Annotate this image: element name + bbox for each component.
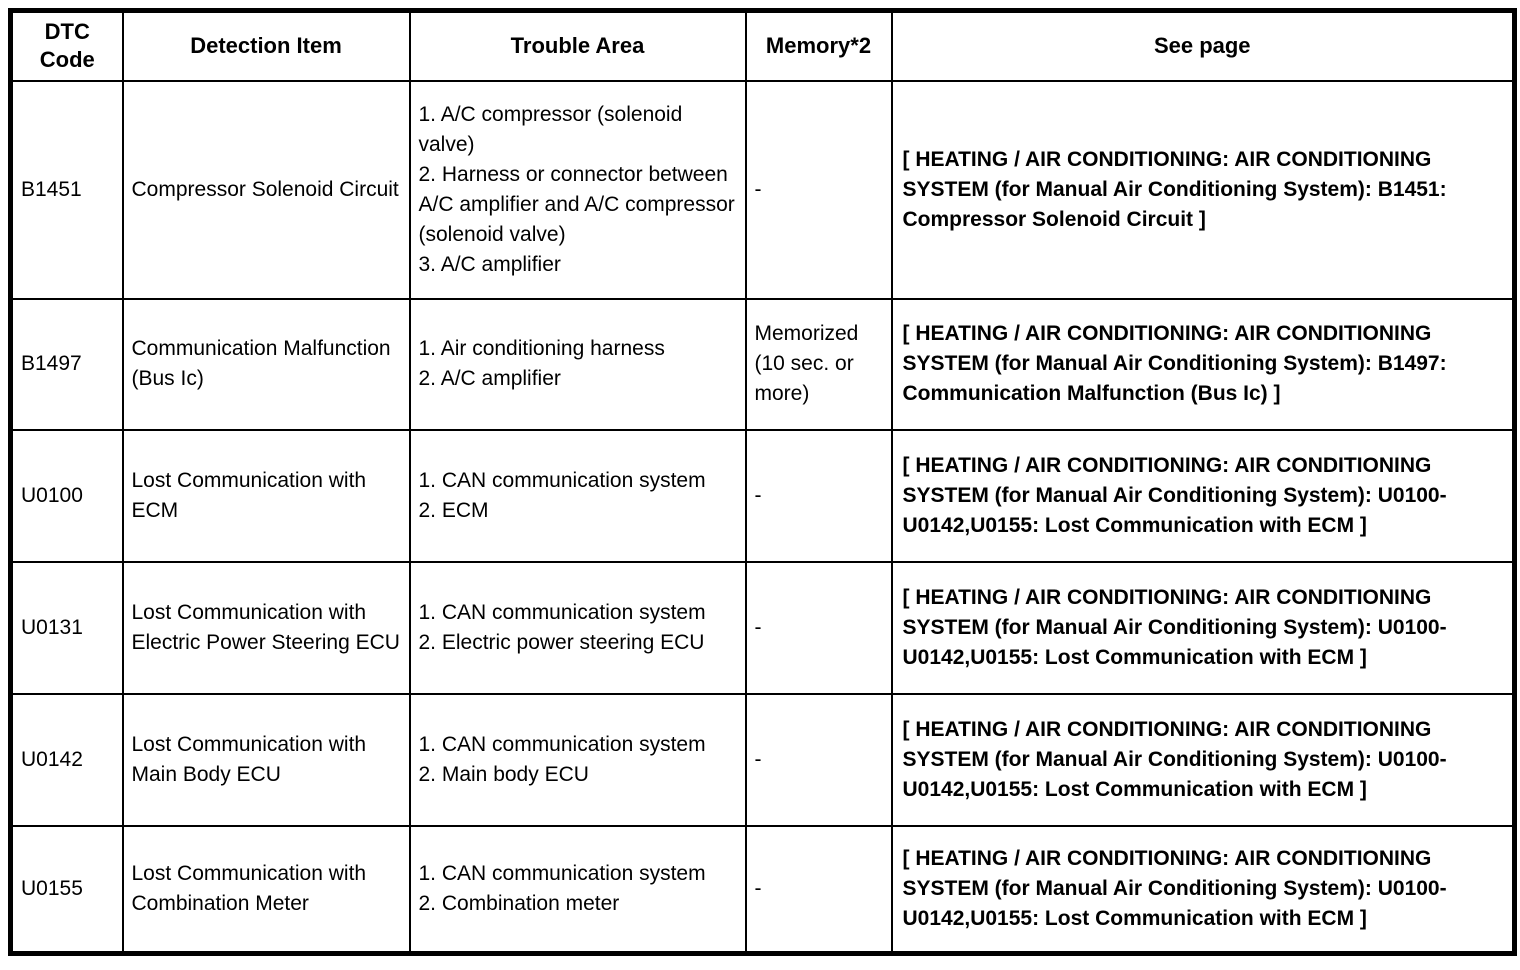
memory-cell: Memorized (10 sec. or more)	[746, 299, 892, 430]
table-row	[11, 562, 1515, 694]
trouble-area-item: 2. Main body ECU	[418, 762, 589, 786]
trouble-area-item: 1. CAN communication system	[418, 861, 706, 885]
trouble-area-item: 1. CAN communication system	[418, 468, 706, 492]
table-row	[11, 81, 1515, 299]
memory-cell: -	[746, 430, 892, 562]
header-dtc-code-label: DTC Code	[39, 19, 95, 73]
table-row	[11, 430, 1515, 562]
trouble-area-item: 1. Air conditioning harness	[418, 337, 665, 360]
memory-cell: -	[746, 81, 892, 299]
trouble-area-item: 1. A/C compressor (solenoid valve)	[418, 102, 683, 156]
memory-cell: -	[746, 826, 892, 954]
trouble-area-item: 2. Combination meter	[418, 891, 620, 915]
detection-item-cell: Lost Communication with ECM	[123, 430, 410, 562]
see-page-link[interactable]: [ HEATING / AIR CONDITIONING: AIR CONDITIONING SYSTEM (for Manual Air Conditioning System): B1497: Communication Malfunction (Bus Ic) ]	[892, 299, 1515, 430]
trouble-area-cell	[410, 826, 746, 954]
detection-item-cell: Lost Communication with Combination Meter	[123, 826, 410, 954]
table-row	[11, 826, 1515, 954]
dtc-code-cell: U0155	[11, 826, 123, 954]
see-page-link[interactable]: [ HEATING / AIR CONDITIONING: AIR CONDITIONING SYSTEM (for Manual Air Conditioning System): U0100-U0142,U0155: Lost Communication with ECM ]	[892, 694, 1515, 826]
see-page-link[interactable]: [ HEATING / AIR CONDITIONING: AIR CONDITIONING SYSTEM (for Manual Air Conditioning System): B1451: Compressor Solenoid Circuit ]	[892, 81, 1515, 299]
trouble-area-item: 3. A/C amplifier	[418, 252, 561, 276]
header-dtc-code	[11, 11, 123, 81]
trouble-area-cell	[410, 694, 746, 826]
detection-item-cell: Communication Malfunction (Bus Ic)	[123, 299, 410, 430]
detection-item-cell: Lost Communication with Electric Power Steering ECU	[123, 562, 410, 694]
dtc-code-cell: B1497	[11, 299, 123, 430]
trouble-area-item: 2. Electric power steering ECU	[418, 630, 705, 654]
trouble-area-cell	[410, 81, 746, 299]
header-trouble-area: Trouble Area	[410, 11, 746, 81]
detection-item-cell: Compressor Solenoid Circuit	[123, 81, 410, 299]
header-see-page: See page	[892, 11, 1515, 81]
table-row	[11, 299, 1515, 430]
memory-cell: -	[746, 694, 892, 826]
trouble-area-item: 2. Harness or connector between A/C amplifier and A/C compressor (solenoid valve)	[418, 162, 735, 246]
detection-item-cell: Lost Communication with Main Body ECU	[123, 694, 410, 826]
trouble-area-item: 2. A/C amplifier	[418, 367, 561, 390]
dtc-code-cell: U0131	[11, 562, 123, 694]
trouble-area-item: 2. ECM	[418, 498, 489, 522]
trouble-area-cell	[410, 430, 746, 562]
see-page-link[interactable]: [ HEATING / AIR CONDITIONING: AIR CONDITIONING SYSTEM (for Manual Air Conditioning System): U0100-U0142,U0155: Lost Communication with ECM ]	[892, 562, 1515, 694]
memory-cell: -	[746, 562, 892, 694]
table-header-row	[11, 11, 1515, 81]
header-detection-item: Detection Item	[123, 11, 410, 81]
see-page-link[interactable]: [ HEATING / AIR CONDITIONING: AIR CONDITIONING SYSTEM (for Manual Air Conditioning System): U0100-U0142,U0155: Lost Communication with ECM ]	[892, 826, 1515, 954]
trouble-area-cell	[410, 299, 746, 430]
trouble-area-cell	[410, 562, 746, 694]
dtc-code-table	[8, 8, 1517, 956]
dtc-code-cell: B1451	[11, 81, 123, 299]
trouble-area-item: 1. CAN communication system	[418, 732, 706, 756]
see-page-link[interactable]: [ HEATING / AIR CONDITIONING: AIR CONDITIONING SYSTEM (for Manual Air Conditioning System): U0100-U0142,U0155: Lost Communication with ECM ]	[892, 430, 1515, 562]
dtc-code-cell: U0142	[11, 694, 123, 826]
dtc-code-cell: U0100	[11, 430, 123, 562]
table-row	[11, 694, 1515, 826]
header-memory: Memory*2	[746, 11, 892, 81]
trouble-area-item: 1. CAN communication system	[418, 600, 706, 624]
